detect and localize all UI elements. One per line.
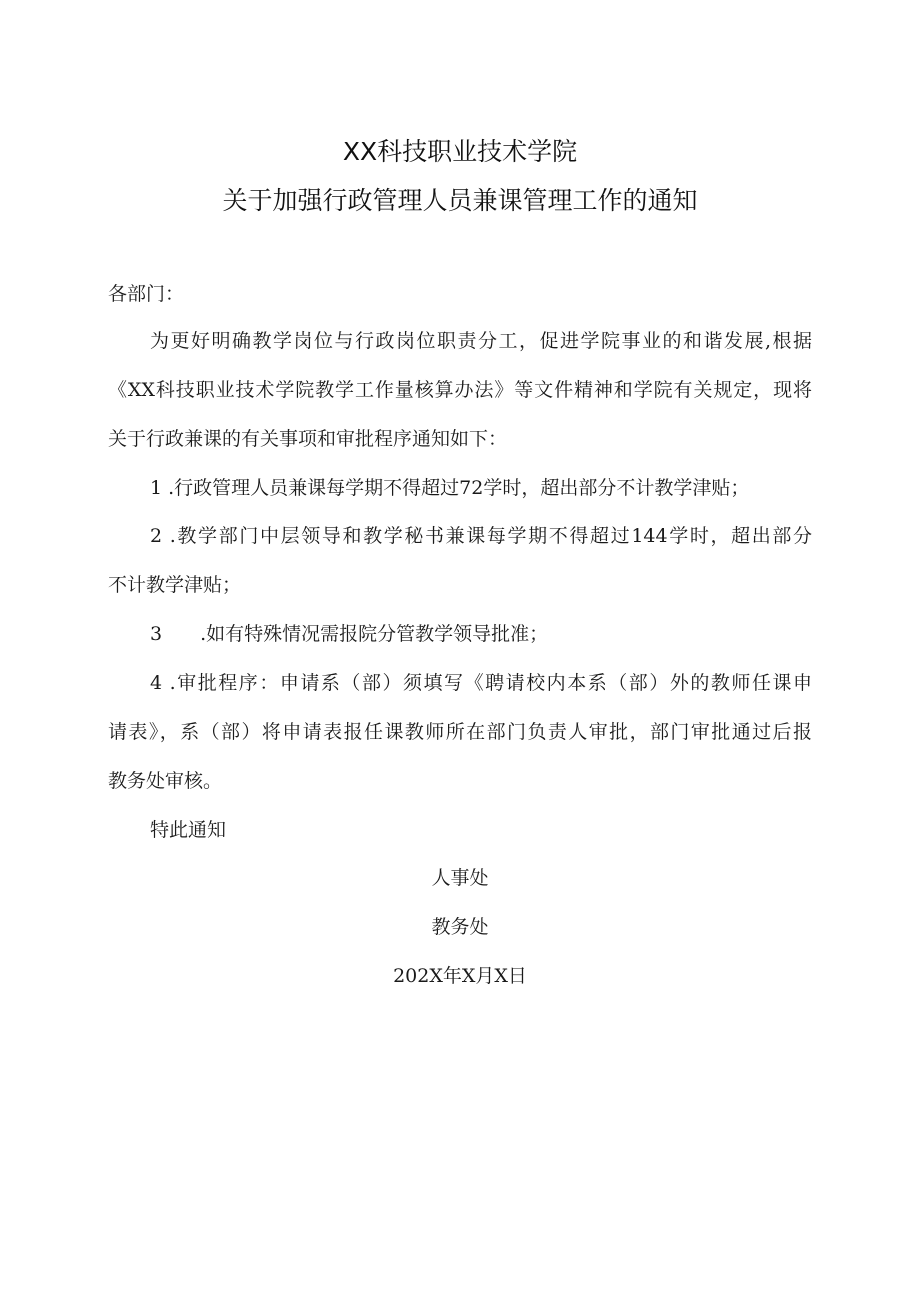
document-title-subject: 关于加强行政管理人员兼课管理工作的通知 <box>222 186 698 215</box>
salutation: 各部门： <box>108 283 185 305</box>
item-3-number: 3 <box>150 623 163 645</box>
closing-text: 特此通知 <box>150 819 227 841</box>
intro-paragraph-line-2: 《XX科技职业技术学院教学工作量核算办法》等文件精神和学院有关规定，现将 <box>108 379 812 401</box>
document-title-school: XX科技职业技术学院 <box>342 137 578 166</box>
signature-dept-academic: 教务处 <box>431 916 489 938</box>
item-4-line-1: 4 .审批程序：申请系（部）须填写《聘请校内本系（部）外的教师任课申 <box>150 672 812 694</box>
item-2-line-2: 不计教学津贴； <box>108 574 242 596</box>
signature-date: 202X年X月X日 <box>393 965 527 987</box>
item-1: 1 .行政管理人员兼课每学期不得超过72学时，超出部分不计教学津贴； <box>150 477 750 499</box>
signature-dept-hr: 人事处 <box>431 867 489 889</box>
intro-paragraph-line-3: 关于行政兼课的有关事项和审批程序通知如下： <box>108 428 508 450</box>
item-4-line-2: 请表》，系（部）将申请表报任课教师所在部门负责人审批，部门审批通过后报 <box>108 721 812 743</box>
item-4-line-3: 教务处审核。 <box>108 770 223 792</box>
intro-paragraph-line-1: 为更好明确教学岗位与行政岗位职责分工，促进学院事业的和谐发展,根据 <box>150 330 812 352</box>
item-2-line-1: 2 .教学部门中层领导和教学秘书兼课每学期不得超过144学时，超出部分 <box>150 525 812 547</box>
item-3-text: .如有特殊情况需报院分管教学领导批准； <box>200 623 549 645</box>
item-3 <box>150 620 548 648</box>
